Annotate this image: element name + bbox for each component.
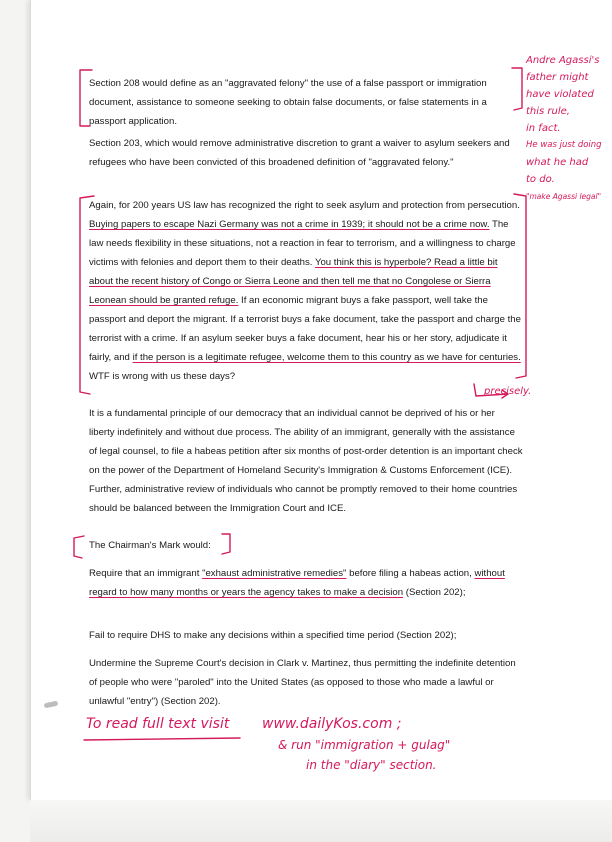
footer-dailykos-url: www.dailyKos.com ; — [262, 716, 402, 732]
footer-read-full-text: To read full text visit — [86, 716, 230, 732]
footer-search-instruction: & run "immigration + gulag" — [278, 738, 451, 752]
bracket-right-p1 — [512, 68, 522, 110]
text-section-202: (Section 202); — [405, 587, 466, 598]
paragraph-clark-v-martinez: Undermine the Supreme Court's decision in Clark v. Martinez, thus permitting the indefinite detention of people who were "paroled" into the United States (as opposed to those who made a lawful or unlawful "entry") (Section 202). — [89, 658, 516, 707]
sentence-asylum-law: Again, for 200 years US law has recognized the right to seek asylum and protection from persecution. — [89, 200, 520, 211]
paragraph-dhs-time-period: Fail to require DHS to make any decisions within a specified time period (Section 202); — [89, 630, 457, 641]
paragraph-chairmans-mark: The Chairman's Mark would: — [89, 540, 211, 551]
margin-note-line: Andre Agassi's — [526, 55, 600, 66]
margin-note-line: to do. — [526, 174, 555, 185]
bracket-left-p3 — [80, 196, 94, 394]
margin-note-agassi — [526, 52, 612, 205]
bracket-right-p3 — [514, 194, 526, 378]
paragraph-section-203: Section 203, which would remove administrative discretion to grant a waiver to asylum seekers and refugees who have been convicted of this broadened definition of "aggravated felony." — [89, 138, 510, 168]
sentence-nazi-germany: Buying papers to escape Nazi Germany was not a crime in 1939; it should not be a crime now. — [89, 219, 490, 230]
annotation-precisely: precisely. — [484, 386, 532, 397]
margin-note-line: what he had — [526, 157, 589, 168]
sentence-legitimate-refugee: if the person is a legitimate refugee, welcome them to this country as we have for centuries. — [132, 352, 521, 363]
paragraph-section-208: Section 208 would define as an "aggravated felony" the use of a false passport or immigration document, assistance to someone seeking to obtain false documents, or false statements in a passport application. — [89, 78, 487, 127]
text-without-regard: without regard to how many months or years the agency takes to make a decision — [89, 568, 505, 598]
margin-note-line: in fact. — [526, 123, 561, 134]
text-before-habeas: before filing a habeas action, — [349, 568, 472, 579]
text-exhaust-remedies: "exhaust administrative remedies" — [202, 568, 347, 579]
margin-note-line: father might — [526, 72, 589, 83]
bracket-right-p5 — [222, 534, 230, 554]
sentence-fake-documents: If an economic migrant buys a fake passport, well take the passport and deport the migrant. If a terrorist buys a fake document, take the passport and charge the terrorist with a crime. If an asylum seeker buys a fake document, hear his or her story, adjudicate it fairly, and — [89, 295, 521, 363]
footer-underline — [84, 738, 240, 740]
margin-note-line: He was just doing — [526, 140, 602, 150]
bracket-left-p5 — [74, 536, 84, 558]
sentence-hyperbole: You think this is hyperbole? Read a little bit about the recent history of Congo or Sierra Leone and then tell me that no Congolese or Sierra Leonean should be granted refuge. — [89, 257, 498, 306]
margin-note-line: have violated — [526, 89, 594, 100]
sentence-flexibility: The law needs flexibility in these situations, not a reaction in fear to terrorism, and a willingness to charge victims with felonies and deport them to their deaths. — [89, 219, 516, 268]
margin-note-line: this rule, — [526, 106, 570, 117]
paragraph-due-process: It is a fundamental principle of our democracy that an individual cannot be deprived of his or her liberty indefinitely and without due process. The ability of an immigrant, generally with the assistance of legal counsel, to file a habeas petition after six months of post-order detention is an important check on the power of the Department of Homeland Security's Immigration & Customs Enforcement (ICE). Further, administrative review of individuals who cannot be promptly removed to their home countries should be balanced between the Immigration Court and ICE. — [89, 408, 523, 514]
margin-note-line: "make Agassi legal" — [526, 192, 602, 201]
bracket-left-p1 — [80, 70, 92, 126]
sentence-wtf: WTF is wrong with us these days? — [89, 371, 236, 382]
footer-diary-section: in the "diary" section. — [306, 758, 437, 772]
text-require-immigrant: Require that an immigrant — [89, 568, 200, 579]
